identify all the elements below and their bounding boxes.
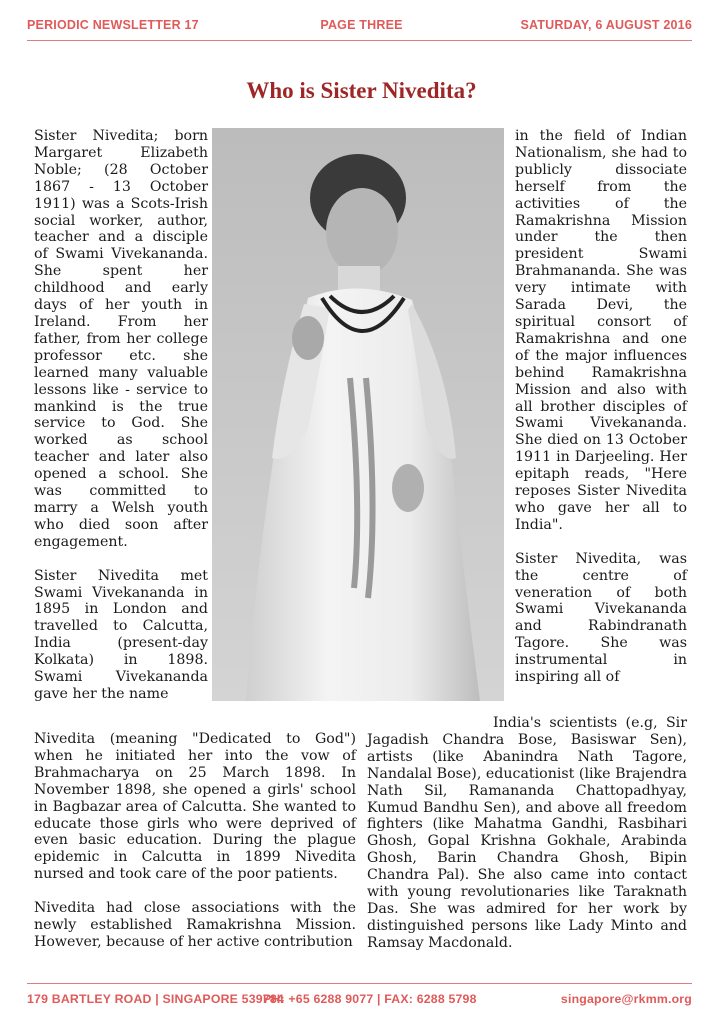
article-paragraph: Sister Nivedita, was the centre of veneration of both Swami Vivekananda and Rabindranath Tagore. She was instrumental in inspiring all of [515,550,687,686]
article-paragraph: Sister Nivedita met Swami Vivekananda in 1895 in London and travelled to Calcutta, India (present-day Kolkata) in 1898. Swami Vivekananda gave her the name [34,567,208,702]
article-left-column [34,128,208,703]
portrait-photo [212,128,504,701]
footer-phone-fax: PH: +65 6288 9077 | FAX: 6288 5798 [263,992,477,1006]
article-bottom-right-column [367,715,687,952]
header-divider [27,40,692,41]
article-paragraph: Sister Nivedita; born Margaret Elizabeth Noble; (28 October 1867 - 13 October 1911) was a Scots-Irish social worker, author, teacher and a disciple of Swami Vivekananda. She spent her childhood and early days of her youth in Ireland. From her father, from her college professor etc. she learned many valuable lessons like - service to mankind is the true service to God. She worked as school teacher and later also opened a school. She was committed to marry a Welsh youth who died soon after engagement. [34,128,208,550]
footer-divider [27,983,692,984]
page-number-label: PAGE THREE [320,18,403,32]
article-paragraph: India's scientists (e.g, Sir Jagadish Chandra Bose, Basiswar Sen), artists (like Abanindra Nath Tagore, Nandalal Bose), educationist (like Brajendra Nath Sil, Ramananda Chattopadhyay, Kumud Bandhu Sen), and above all freedom fighters (like Mahatma Gandhi, Rasbihari Ghosh, Gopal Krishna Gokhale, Arabinda Ghosh, Barin Chandra Ghosh, Bipin Chandra Pal). She also came into contact with young revolutionaries like Taraknath Das. She was admired for her work by distinguished persons like Lady Minto and Ramsay Macdonald. [367,715,687,951]
article-bottom-left-column [34,731,356,951]
article-title: Who is Sister Nivedita? [246,78,477,103]
issue-date-label: SATURDAY, 6 AUGUST 2016 [520,18,692,32]
portrait-illustration [212,128,504,701]
footer-email-link[interactable]: singapore@rkmm.org [560,992,692,1006]
article-right-column [515,128,687,686]
article-paragraph: in the field of Indian Nationalism, she had to publicly dissociate herself from the activities of the Ramakrishna Mission under the then president Swami Brahmananda. She was very intimate with Sarada Devi, the spiritual consort of Ramakrishna and one of the major influences behind Ramakrishna Mission and also with all brother disciples of Swami Vivekananda. She died on 13 October 1911 in Darjeeling. Her epitaph reads, "Here reposes Sister Nivedita who gave her all to India". [515,128,687,533]
article-paragraph: Nivedita (meaning "Dedicated to God") when he initiated her into the vow of Brahmacharya on 25 March 1898. In November 1898, she opened a girls' school in Bagbazar area of Calcutta. She wanted to educate those girls who were deprived of even basic education. During the plague epidemic in Calcutta in 1899 Nivedita nursed and took care of the poor patients. [34,731,356,883]
footer-address: 179 BARTLEY ROAD | SINGAPORE 539784 [27,992,284,1006]
article-paragraph: Nivedita had close associations with the newly established Ramakrishna Mission. However, because of her active contribution [34,900,356,950]
newsletter-issue-label: PERIODIC NEWSLETTER 17 [27,18,199,32]
